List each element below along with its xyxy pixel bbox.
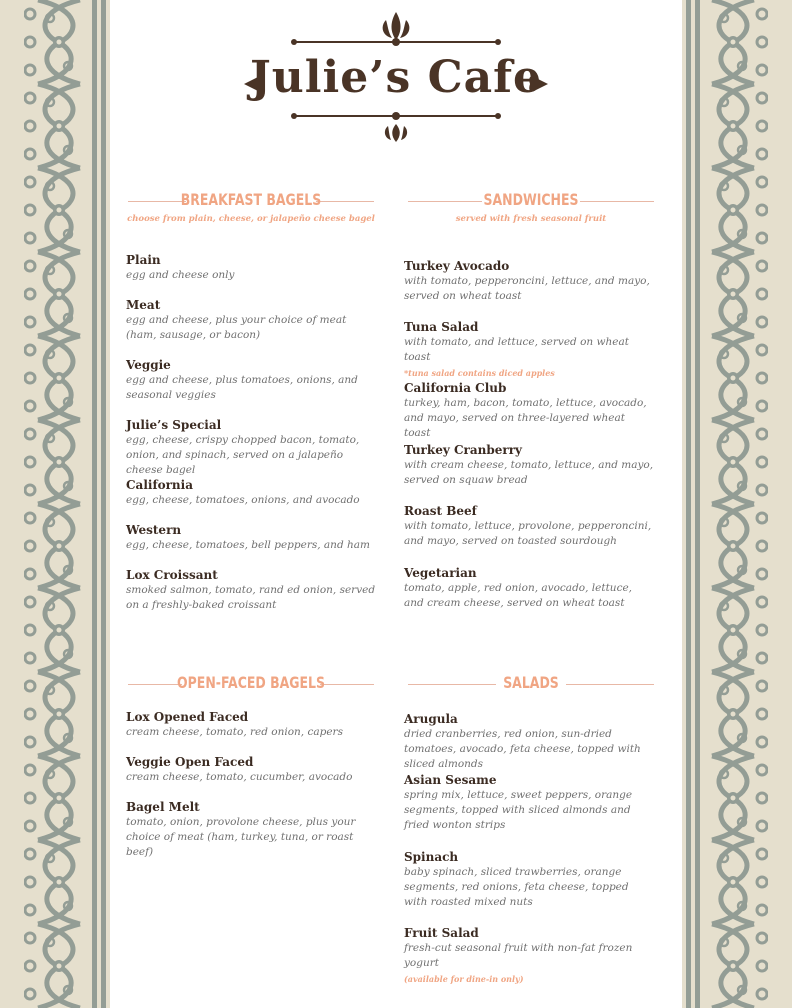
item-description: egg and cheese, plus your choice of meat (ham, sausage, or bacon) — [126, 314, 347, 341]
menu-item — [404, 926, 654, 985]
item-name: Lox Opened Faced — [126, 710, 249, 724]
menu-item — [404, 259, 654, 304]
lace-border-right — [682, 0, 792, 1008]
item-name: Roast Beef — [404, 504, 477, 518]
item-name: Tuna Salad — [404, 320, 479, 334]
section-header — [126, 673, 376, 695]
item-name: Arugula — [404, 712, 458, 726]
item-description: with tomato, lettuce, provolone, pepperoncini, and mayo, served on toasted sourdough — [404, 520, 652, 547]
item-description: turkey, ham, bacon, tomato, lettuce, avocado, and mayo, served on three-layered wheat toast — [404, 397, 647, 439]
item-name: Veggie — [126, 358, 171, 372]
section-subtitle: choose from plain, cheese, or jalapeño cheese bagel — [127, 214, 375, 224]
menu-header — [110, 8, 682, 148]
section-open-faced-bagels — [126, 673, 376, 695]
menu-item — [126, 253, 376, 283]
item-description: tomato, apple, red onion, avocado, lettuce, and cream cheese, served on wheat toast — [404, 582, 632, 609]
item-description: with tomato, and lettuce, served on wheat toast — [404, 336, 629, 363]
item-name: Fruit Salad — [404, 926, 479, 940]
item-name: Western — [126, 523, 182, 537]
item-name: Plain — [126, 253, 161, 267]
menu-item — [126, 298, 376, 343]
menu-item — [404, 712, 654, 772]
item-name: Lox Croissant — [126, 568, 218, 582]
item-description: with tomato, pepperoncini, lettuce, and mayo, served on wheat toast — [404, 275, 650, 302]
section-title: BREAKFAST BAGELS — [180, 190, 322, 209]
item-description: egg, cheese, tomatoes, onions, and avocado — [126, 494, 360, 506]
menu-item — [126, 710, 376, 740]
item-description: cream cheese, tomato, cucumber, avocado — [126, 771, 353, 783]
item-name: California Club — [404, 381, 507, 395]
lace-border-left — [0, 0, 110, 1008]
item-name: Asian Sesame — [404, 773, 497, 787]
section-header — [406, 673, 656, 695]
section-title: SANDWICHES — [483, 190, 579, 209]
section-header — [126, 190, 376, 212]
menu-item — [126, 358, 376, 403]
section-title: SALADS — [503, 673, 559, 692]
item-note: (available for dine-in only) — [404, 974, 524, 984]
menu-item — [404, 504, 654, 549]
item-description: fresh-cut seasonal fruit with non-fat frozen yogurt — [404, 942, 633, 969]
item-description: egg and cheese, plus tomatoes, onions, and seasonal veggies — [126, 374, 358, 401]
section-header — [406, 190, 656, 212]
item-name: Meat — [126, 298, 161, 312]
menu-item — [404, 381, 654, 441]
item-description: egg and cheese only — [126, 269, 235, 281]
section-subtitle: served with fresh seasonal fruit — [455, 214, 607, 224]
menu-item — [404, 773, 654, 833]
item-name: Turkey Avocado — [404, 259, 510, 273]
item-name: Veggie Open Faced — [126, 755, 254, 769]
menu-item — [126, 418, 376, 478]
item-description: spring mix, lettuce, sweet peppers, orange segments, topped with sliced almonds and fried wonton strips — [404, 789, 633, 831]
section-title: OPEN-FACED BAGELS — [177, 673, 325, 692]
menu-item — [126, 755, 376, 785]
item-description: dried cranberries, red onion, sun-dried tomatoes, avocado, feta cheese, topped with sliced almonds — [404, 728, 641, 770]
item-description: baby spinach, sliced trawberries, orange segments, red onions, feta cheese, topped with roasted mixed nuts — [404, 866, 629, 908]
item-name: Bagel Melt — [126, 800, 200, 814]
menu-item — [404, 443, 654, 488]
menu-item — [126, 568, 376, 613]
item-note: *tuna salad contains diced apples — [404, 368, 555, 378]
item-name: Turkey Cranberry — [404, 443, 522, 457]
item-description: egg, cheese, crispy chopped bacon, tomato, onion, and spinach, served on a jalapeño cheese bagel — [126, 434, 360, 476]
item-name: Julie’s Special — [126, 418, 222, 432]
cafe-title: Julie’s Cafe — [249, 52, 543, 103]
item-description: with cream cheese, tomato, lettuce, and mayo, served on squaw bread — [404, 459, 654, 486]
section-salads — [406, 673, 656, 695]
item-description: smoked salmon, tomato, rand ed onion, served on a freshly-baked croissant — [126, 584, 376, 611]
menu-item — [126, 800, 376, 860]
item-name: California — [126, 478, 193, 492]
section-breakfast-bagels — [126, 190, 376, 224]
item-description: cream cheese, tomato, red onion, capers — [126, 726, 343, 738]
item-name: Vegetarian — [404, 566, 477, 580]
menu-item — [404, 320, 654, 379]
item-description: tomato, onion, provolone cheese, plus your choice of meat (ham, turkey, tuna, or roast beef) — [126, 816, 356, 858]
item-description: egg, cheese, tomatoes, bell peppers, and ham — [126, 539, 370, 551]
item-name: Spinach — [404, 850, 459, 864]
section-sandwiches — [406, 190, 656, 224]
menu-item — [126, 523, 376, 553]
menu-item — [404, 850, 654, 910]
menu-item — [404, 566, 654, 611]
menu-item — [126, 478, 376, 508]
